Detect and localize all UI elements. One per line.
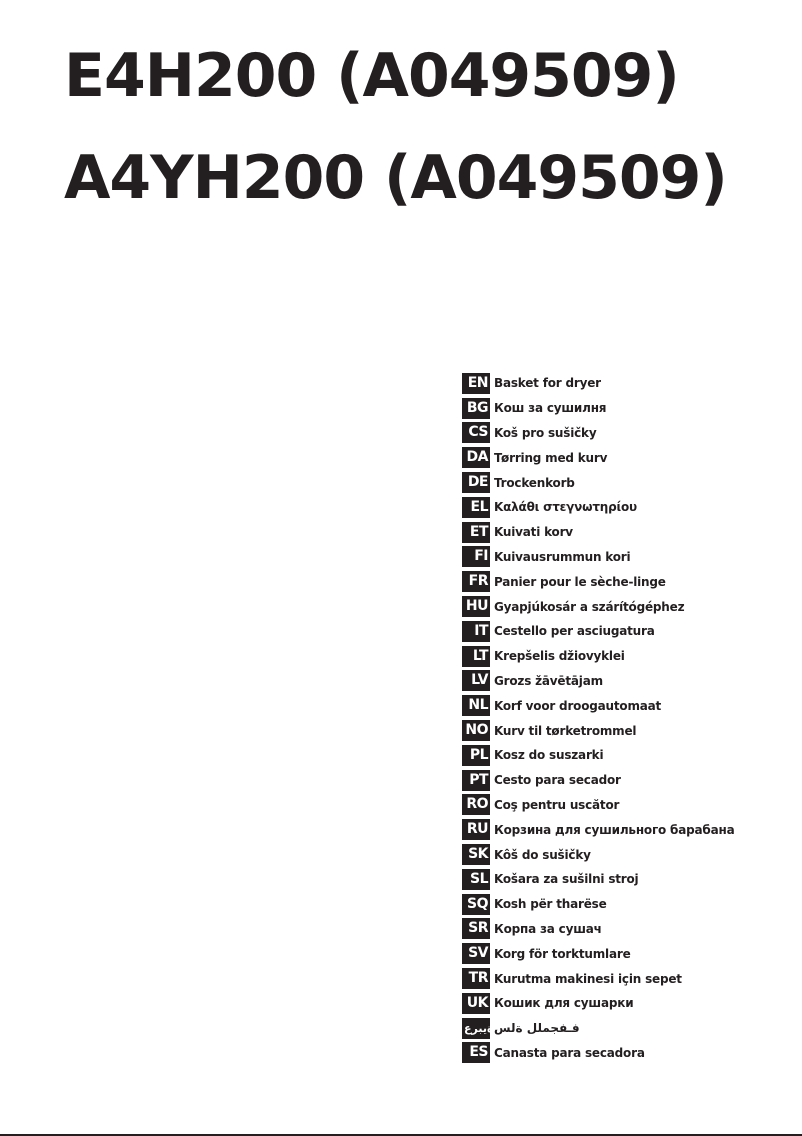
- language-code-badge: NL: [462, 695, 490, 716]
- language-row-da: [462, 445, 734, 470]
- language-label: Basket for dryer: [494, 376, 601, 391]
- language-label: Korg för torktumlare: [494, 946, 631, 961]
- language-code-badge: ES: [462, 1042, 490, 1063]
- language-row-ar: [462, 1016, 734, 1041]
- language-row-sq: [462, 892, 734, 917]
- language-row-es: [462, 1041, 734, 1066]
- language-code-badge: PL: [462, 745, 490, 766]
- language-row-tr: [462, 966, 734, 991]
- language-row-pl: [462, 743, 734, 768]
- language-code-badge: NO: [462, 720, 490, 741]
- language-label: Kurutma makinesi için sepet: [494, 971, 682, 986]
- language-row-pt: [462, 768, 734, 793]
- language-row-fr: [462, 569, 734, 594]
- language-code-badge: SR: [462, 918, 490, 939]
- language-label: Coş pentru uscător: [494, 797, 620, 812]
- language-label: Gyapjúkosár a szárítógéphez: [494, 599, 685, 614]
- language-label: Korf voor droogautomaat: [494, 698, 662, 713]
- language-label: Kosh për tharëse: [494, 897, 607, 912]
- language-label: Kuivati korv: [494, 525, 573, 540]
- language-row-lv: [462, 669, 734, 694]
- language-row-fi: [462, 545, 734, 570]
- language-code-badge: CS: [462, 422, 490, 443]
- language-label: Trockenkorb: [494, 475, 575, 490]
- language-label: Корзина для сушильного барабана: [494, 822, 735, 837]
- language-row-en: [462, 371, 734, 396]
- language-label: Panier pour le sèche-linge: [494, 574, 666, 589]
- language-code-badge: DE: [462, 472, 490, 493]
- language-row-el: [462, 495, 734, 520]
- language-row-ru: [462, 817, 734, 842]
- language-code-badge: EN: [462, 373, 490, 394]
- language-row-lt: [462, 644, 734, 669]
- language-label: فـفجملل ةلس: [494, 1021, 580, 1036]
- model-title-1: E4H200 (A049509): [64, 41, 679, 111]
- language-row-cs: [462, 421, 734, 446]
- language-row-nl: [462, 693, 734, 718]
- language-code-badge: BG: [462, 398, 490, 419]
- language-label: Cestello per asciugatura: [494, 624, 655, 639]
- language-row-uk: [462, 991, 734, 1016]
- language-row-ro: [462, 793, 734, 818]
- language-code-badge: SV: [462, 943, 490, 964]
- language-code-badge: SQ: [462, 894, 490, 915]
- language-code-badge: LV: [462, 670, 490, 691]
- language-code-badge: RU: [462, 819, 490, 840]
- language-code-badge: UK: [462, 993, 490, 1014]
- language-row-sl: [462, 867, 734, 892]
- language-list: [462, 371, 734, 1065]
- language-row-hu: [462, 594, 734, 619]
- language-label: Krepšelis džiovyklei: [494, 649, 625, 664]
- language-code-badge: SL: [462, 869, 490, 890]
- language-code-badge: FI: [462, 546, 490, 567]
- language-row-sr: [462, 917, 734, 942]
- language-row-de: [462, 470, 734, 495]
- language-label: Кошик для сушарки: [494, 996, 634, 1011]
- language-code-badge: ET: [462, 522, 490, 543]
- language-label: Kuivausrummun kori: [494, 549, 631, 564]
- language-code-badge: ةيبرع: [462, 1018, 490, 1039]
- language-row-et: [462, 520, 734, 545]
- language-code-badge: IT: [462, 621, 490, 642]
- language-row-sk: [462, 842, 734, 867]
- language-code-badge: FR: [462, 571, 490, 592]
- language-label: Kôš do sušičky: [494, 847, 591, 862]
- language-row-bg: [462, 396, 734, 421]
- language-label: Καλάθι στεγνωτηρίου: [494, 500, 637, 515]
- language-label: Кош за сушилня: [494, 401, 607, 416]
- language-code-badge: TR: [462, 968, 490, 989]
- language-label: Kosz do suszarki: [494, 748, 604, 763]
- language-code-badge: EL: [462, 497, 490, 518]
- language-label: Tørring med kurv: [494, 450, 608, 465]
- language-label: Košara za sušilni stroj: [494, 872, 639, 887]
- language-code-badge: HU: [462, 596, 490, 617]
- model-title-2: A4YH200 (A049509): [64, 143, 727, 213]
- language-label: Cesto para secador: [494, 773, 621, 788]
- language-code-badge: RO: [462, 794, 490, 815]
- language-code-badge: PT: [462, 770, 490, 791]
- language-row-it: [462, 619, 734, 644]
- language-code-badge: SK: [462, 844, 490, 865]
- language-label: Canasta para secadora: [494, 1045, 645, 1060]
- language-code-badge: DA: [462, 447, 490, 468]
- language-row-sv: [462, 941, 734, 966]
- language-row-no: [462, 718, 734, 743]
- language-label: Grozs žāvētājam: [494, 673, 603, 688]
- language-label: Kurv til tørketrommel: [494, 723, 637, 738]
- language-code-badge: LT: [462, 646, 490, 667]
- language-label: Корпа за сушач: [494, 921, 602, 936]
- language-label: Koš pro sušičky: [494, 425, 597, 440]
